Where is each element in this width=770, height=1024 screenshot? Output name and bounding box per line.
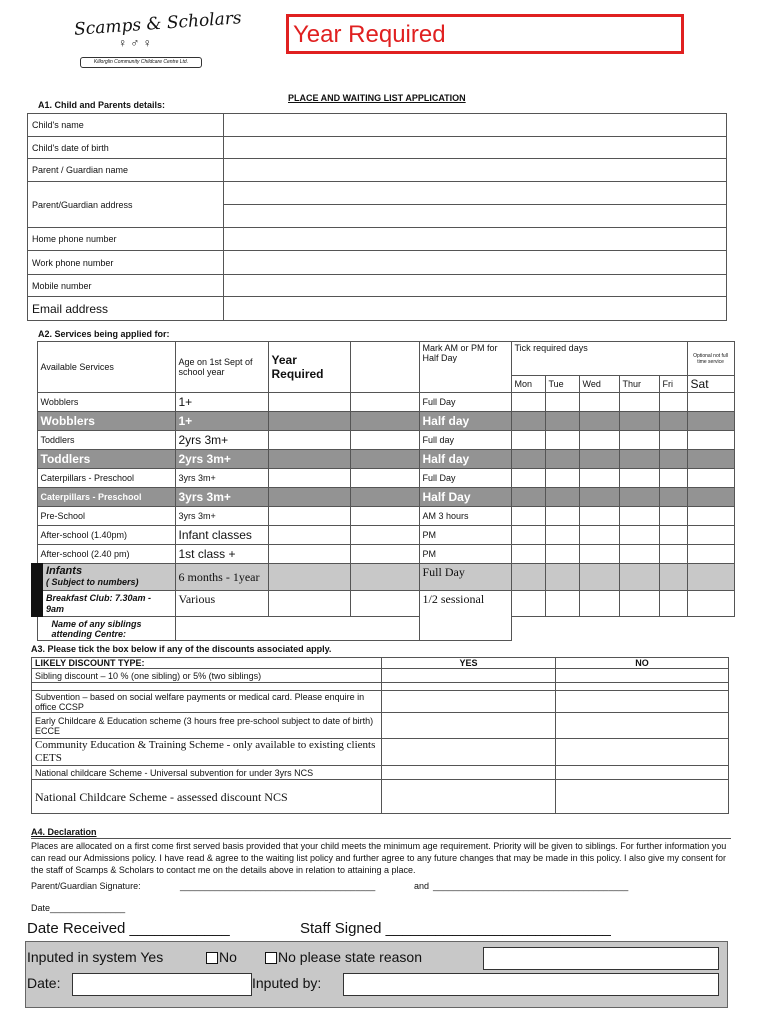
signature-field-1[interactable]: _______________________________________: [180, 881, 376, 891]
tick-cell[interactable]: [687, 431, 734, 450]
subject-to-numbers: ( Subject to numbers): [46, 577, 139, 587]
tick-cell[interactable]: [659, 469, 687, 488]
declaration-heading: A4. Declaration: [31, 827, 97, 837]
tick-cell[interactable]: [619, 545, 659, 564]
h-yes: YES: [382, 658, 556, 669]
yes-cell[interactable]: [382, 669, 556, 683]
year-cell[interactable]: [268, 564, 350, 591]
no-cell[interactable]: [556, 780, 729, 814]
h-tick-days: Tick required days: [511, 342, 687, 376]
no-cell[interactable]: [556, 739, 729, 766]
tick-cell[interactable]: [511, 488, 545, 507]
service-row: [37, 412, 734, 431]
tick-cell[interactable]: [511, 564, 545, 591]
tick-cell[interactable]: [545, 393, 579, 412]
yes-cell[interactable]: [382, 739, 556, 766]
year-cell[interactable]: [268, 450, 350, 469]
service-row: [37, 431, 734, 450]
service-row-breakfast: [37, 591, 734, 617]
mobile-field[interactable]: [224, 275, 727, 297]
service-name: Caterpillars - Preschool: [37, 469, 175, 488]
day-sat: Sat: [687, 376, 734, 393]
service-age: Infant classes: [175, 526, 268, 545]
service-type: Full Day: [419, 393, 511, 412]
day-tue: Tue: [545, 376, 579, 393]
tick-cell[interactable]: [619, 507, 659, 526]
service-row: [37, 507, 734, 526]
tick-cell[interactable]: [545, 431, 579, 450]
service-age: 6 months - 1year: [175, 564, 268, 591]
home-phone-label: Home phone number: [28, 228, 224, 251]
siblings-field[interactable]: [175, 617, 419, 641]
service-type: Full Day: [419, 564, 511, 591]
child-details-table: [27, 113, 727, 321]
service-row: [37, 393, 734, 412]
tick-cell[interactable]: [511, 545, 545, 564]
tick-cell[interactable]: [619, 488, 659, 507]
tick-cell[interactable]: [619, 393, 659, 412]
tick-cell[interactable]: [545, 507, 579, 526]
date-label: Date:: [27, 975, 61, 991]
year-required-field[interactable]: Year Required: [286, 14, 684, 54]
siblings-row: [37, 617, 734, 641]
logo: [70, 8, 243, 70]
services-table: [31, 341, 735, 641]
guardian-name-field[interactable]: [224, 159, 727, 182]
no-cell[interactable]: [556, 713, 729, 739]
no-label: No: [219, 949, 237, 965]
infants-cell: [37, 564, 175, 591]
service-age: 2yrs 3m+: [175, 450, 268, 469]
tick-cell[interactable]: [545, 526, 579, 545]
logo-children-icon: ♀ ♂ ♀: [118, 36, 152, 50]
child-dob-field[interactable]: [224, 137, 727, 159]
service-age: 1+: [175, 393, 268, 412]
day-thur: Thur: [619, 376, 659, 393]
tick-cell[interactable]: [511, 412, 545, 431]
logo-tagline: Killorglin Community Childcare Centre Ltd.: [80, 57, 202, 68]
h-age: Age on 1st Sept of school year: [175, 342, 268, 393]
home-phone-field[interactable]: [224, 228, 727, 251]
tick-cell[interactable]: [687, 412, 734, 431]
divider: [31, 838, 731, 839]
no-cell[interactable]: [556, 669, 729, 683]
yes-cell[interactable]: [382, 691, 556, 713]
guardian-address-field-2[interactable]: [224, 205, 727, 228]
tick-cell[interactable]: [619, 526, 659, 545]
service-age: 1st class +: [175, 545, 268, 564]
mark-cell[interactable]: [350, 591, 419, 617]
tick-cell[interactable]: [619, 412, 659, 431]
discount-ccsp: Subvention – based on social welfare payments or medical card. Please enquire in office CCSP: [32, 691, 382, 713]
tick-cell[interactable]: [659, 507, 687, 526]
tick-cell[interactable]: [579, 469, 619, 488]
breakfast-label: Breakfast Club: 7.30am - 9am: [37, 591, 175, 617]
service-type: 1/2 sessional: [419, 591, 511, 641]
service-name: Toddlers: [37, 431, 175, 450]
service-age: 3yrs 3m+: [175, 469, 268, 488]
tick-cell[interactable]: [659, 412, 687, 431]
year-cell[interactable]: [268, 507, 350, 526]
tick-cell[interactable]: [545, 469, 579, 488]
year-cell[interactable]: [268, 469, 350, 488]
service-name: After-school (2.40 pm): [37, 545, 175, 564]
tick-cell[interactable]: [687, 564, 734, 591]
child-name-label: Child's name: [28, 114, 224, 137]
h-discount-type: LIKELY DISCOUNT TYPE:: [32, 658, 382, 669]
declaration-text: Places are allocated on a first come first served basis provided that your child meets the minimum age requirement. Priority will be given to siblings. For further information you can read our Admissions policy. I have read & agree to the waiting list policy and further agree to any future changes that may be made in this policy. I also give my consent for the staff of Scamps & Scholars to contact me on the details above in relation to attaining a place.: [31, 841, 727, 875]
tick-cell[interactable]: [619, 450, 659, 469]
inputed-by-input[interactable]: [343, 973, 719, 996]
mark-cell[interactable]: [350, 469, 419, 488]
h-blank: [350, 342, 419, 393]
yes-cell[interactable]: [382, 766, 556, 780]
inputed-by-label: Inputed by:: [252, 975, 322, 991]
tick-cell[interactable]: [619, 591, 659, 617]
tick-cell[interactable]: [687, 545, 734, 564]
tick-cell[interactable]: [511, 450, 545, 469]
yes-cell[interactable]: [382, 780, 556, 814]
service-row: [37, 469, 734, 488]
child-dob-label: Child's date of birth: [28, 137, 224, 159]
year-cell[interactable]: [268, 431, 350, 450]
service-name: Caterpillars - Preschool: [37, 488, 175, 507]
service-name: Wobblers: [37, 412, 175, 431]
email-label: Email address: [28, 297, 224, 321]
service-row-infants: [37, 564, 734, 591]
signature-label: Parent/Guardian Signature:: [31, 881, 141, 891]
no-reason-label: No please state reason: [278, 949, 422, 965]
day-fri: Fri: [659, 376, 687, 393]
mobile-label: Mobile number: [28, 275, 224, 297]
service-name: Pre-School: [37, 507, 175, 526]
tick-cell[interactable]: [659, 545, 687, 564]
discount-ncs-universal: National childcare Scheme - Universal subvention for under 3yrs NCS: [32, 766, 382, 780]
work-phone-field[interactable]: [224, 251, 727, 275]
tick-cell[interactable]: [545, 412, 579, 431]
service-row: [37, 450, 734, 469]
mark-cell[interactable]: [350, 526, 419, 545]
work-phone-label: Work phone number: [28, 251, 224, 275]
service-age: 1+: [175, 412, 268, 431]
day-mon: Mon: [511, 376, 545, 393]
tick-cell[interactable]: [579, 393, 619, 412]
tick-cell[interactable]: [659, 564, 687, 591]
tick-cell[interactable]: [579, 526, 619, 545]
siblings-label: Name of any siblings attending Centre:: [37, 617, 175, 641]
tick-cell[interactable]: [511, 469, 545, 488]
service-age: 3yrs 3m+: [175, 507, 268, 526]
mark-cell[interactable]: [350, 564, 419, 591]
tick-cell[interactable]: [579, 545, 619, 564]
no-cell[interactable]: [556, 691, 729, 713]
discount-ecce: Early Childcare & Education scheme (3 hours free pre-school subject to date of birth) ECCE: [32, 713, 382, 739]
mark-cell[interactable]: [350, 545, 419, 564]
tick-cell[interactable]: [619, 431, 659, 450]
date-received[interactable]: Date Received ____________: [27, 920, 230, 937]
discount-cets: Community Education & Training Scheme - only available to existing clients CETS: [32, 739, 382, 766]
year-cell[interactable]: [268, 412, 350, 431]
tick-cell[interactable]: [511, 591, 545, 617]
tick-cell[interactable]: [687, 507, 734, 526]
tick-cell[interactable]: [545, 488, 579, 507]
service-type: PM: [419, 526, 511, 545]
tick-cell[interactable]: [579, 507, 619, 526]
child-name-field[interactable]: [224, 114, 727, 137]
year-cell[interactable]: [268, 526, 350, 545]
service-row: [37, 488, 734, 507]
discount-sibling: Sibling discount – 10 % (one sibling) or 5% (two siblings): [32, 669, 382, 683]
service-type: Half day: [419, 412, 511, 431]
h-mark-am-pm: Mark AM or PM for Half Day: [419, 342, 511, 393]
service-age: Various: [175, 591, 268, 617]
h-optional: Optional not full time service: [687, 342, 734, 376]
section-a1-heading: A1. Child and Parents details:: [38, 100, 166, 110]
year-cell[interactable]: [268, 393, 350, 412]
service-type: Half Day: [419, 488, 511, 507]
inputed-in-system-label: Inputed in system Yes: [27, 949, 164, 965]
tick-cell[interactable]: [687, 591, 734, 617]
date-input[interactable]: [72, 973, 252, 996]
tick-cell[interactable]: [687, 393, 734, 412]
tick-cell[interactable]: [579, 431, 619, 450]
service-type: Half day: [419, 450, 511, 469]
section-a3-heading: A3. Please tick the box below if any of the discounts associated apply.: [31, 644, 332, 654]
no-cell[interactable]: [556, 766, 729, 780]
tick-cell[interactable]: [579, 450, 619, 469]
signature-field-2[interactable]: _______________________________________: [433, 881, 629, 891]
service-type: Full day: [419, 431, 511, 450]
mark-cell[interactable]: [350, 450, 419, 469]
tick-cell[interactable]: [511, 507, 545, 526]
tick-cell[interactable]: [687, 469, 734, 488]
no-reason-checkbox[interactable]: [265, 952, 277, 964]
year-cell[interactable]: [268, 591, 350, 617]
date-field[interactable]: Date_______________: [31, 903, 126, 913]
service-row: [37, 545, 734, 564]
day-wed: Wed: [579, 376, 619, 393]
email-field[interactable]: [224, 297, 727, 321]
mark-cell[interactable]: [350, 412, 419, 431]
yes-cell[interactable]: [382, 713, 556, 739]
tick-cell[interactable]: [659, 450, 687, 469]
tick-cell[interactable]: [659, 591, 687, 617]
tick-cell[interactable]: [687, 526, 734, 545]
no-checkbox[interactable]: [206, 952, 218, 964]
mark-cell[interactable]: [350, 507, 419, 526]
tick-cell[interactable]: [579, 564, 619, 591]
h-available-services: Available Services: [37, 342, 175, 393]
tick-cell[interactable]: [579, 591, 619, 617]
discount-table: [31, 657, 729, 814]
service-type: PM: [419, 545, 511, 564]
tick-cell[interactable]: [579, 412, 619, 431]
guardian-name-label: Parent / Guardian name: [28, 159, 224, 182]
mark-cell[interactable]: [350, 393, 419, 412]
service-type: Full Day: [419, 469, 511, 488]
logo-text: Scamps & Scholars: [73, 8, 243, 40]
year-cell[interactable]: [268, 545, 350, 564]
tick-cell[interactable]: [619, 564, 659, 591]
service-type: AM 3 hours: [419, 507, 511, 526]
staff-signed[interactable]: Staff Signed ___________________________: [300, 920, 611, 937]
page-title: PLACE AND WAITING LIST APPLICATION: [288, 93, 466, 103]
service-age: 2yrs 3m+: [175, 431, 268, 450]
tick-cell[interactable]: [511, 431, 545, 450]
h-no: NO: [556, 658, 729, 669]
tick-cell[interactable]: [659, 393, 687, 412]
tick-cell[interactable]: [545, 450, 579, 469]
service-name: Toddlers: [37, 450, 175, 469]
service-age: 3yrs 3m+: [175, 488, 268, 507]
service-name: After-school (1.40pm): [37, 526, 175, 545]
tick-cell[interactable]: [545, 545, 579, 564]
infants-label: Infants: [46, 565, 83, 577]
mark-cell[interactable]: [350, 488, 419, 507]
tick-cell[interactable]: [511, 393, 545, 412]
mark-cell[interactable]: [350, 431, 419, 450]
guardian-address-label: Parent/Guardian address: [28, 182, 224, 228]
declaration: [31, 826, 731, 876]
tick-cell[interactable]: [619, 469, 659, 488]
and-label: and: [414, 881, 430, 891]
tick-cell[interactable]: [659, 431, 687, 450]
tick-cell[interactable]: [579, 488, 619, 507]
office-use-panel: [25, 941, 728, 1008]
tick-cell[interactable]: [659, 526, 687, 545]
tick-cell[interactable]: [511, 526, 545, 545]
discount-ncs-assessed: National Childcare Scheme - assessed discount NCS: [32, 780, 382, 814]
tick-cell[interactable]: [687, 488, 734, 507]
tick-cell[interactable]: [687, 450, 734, 469]
tick-cell[interactable]: [659, 488, 687, 507]
h-year-required: Year Required: [268, 342, 350, 393]
section-a2-heading: A2. Services being applied for:: [38, 329, 170, 339]
reason-input[interactable]: [483, 947, 719, 970]
tick-cell[interactable]: [545, 564, 579, 591]
tick-cell[interactable]: [545, 591, 579, 617]
year-cell[interactable]: [268, 488, 350, 507]
guardian-address-field-1[interactable]: [224, 182, 727, 205]
service-row: [37, 526, 734, 545]
service-name: Wobblers: [37, 393, 175, 412]
